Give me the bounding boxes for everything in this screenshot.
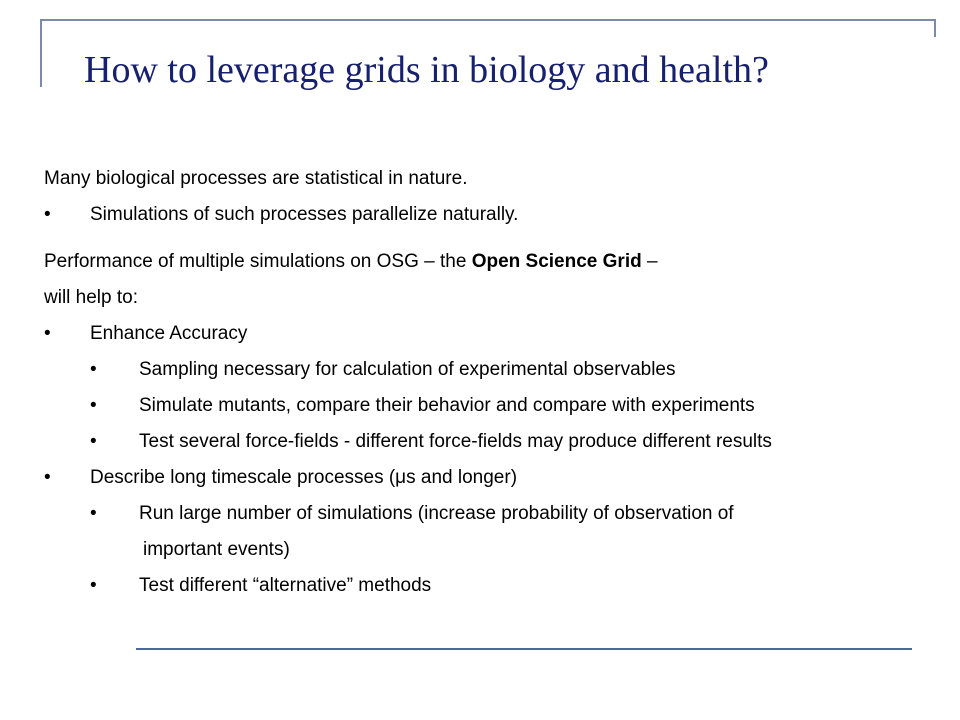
bullet-line xyxy=(44,197,944,233)
slide-title: How to leverage grids in biology and health? xyxy=(84,49,769,91)
sub-bullet-text: Simulate mutants, compare their behavior and compare with experiments xyxy=(139,395,755,416)
bullet-glyph: • xyxy=(44,467,51,488)
sub-bullet-line xyxy=(44,496,944,532)
bullet-text: Simulations of such processes parallelize naturally. xyxy=(90,204,519,225)
sub-bullet-continuation xyxy=(44,532,944,568)
bullet-glyph: • xyxy=(90,395,97,416)
bullet-glyph: • xyxy=(44,323,51,344)
body-line xyxy=(44,280,944,316)
sub-bullet-text: Sampling necessary for calculation of experimental observables xyxy=(139,359,676,380)
osg-text-post: – xyxy=(641,251,658,272)
body-line xyxy=(44,161,944,197)
sub-bullet-line xyxy=(44,388,944,424)
bullet-line xyxy=(44,316,944,352)
bullet-glyph: • xyxy=(44,204,51,225)
bullet-glyph: • xyxy=(90,575,97,596)
bullet-glyph: • xyxy=(90,359,97,380)
bottom-rule xyxy=(136,648,912,650)
sub-bullet-text: important events) xyxy=(143,539,290,560)
will-help-text: will help to: xyxy=(44,287,138,308)
frame-right-rule xyxy=(934,19,936,37)
sub-bullet-line xyxy=(44,424,944,460)
osg-text-pre: Performance of multiple simulations on OSG – the xyxy=(44,251,472,272)
sub-bullet-text: Test several force-fields - different force-fields may produce different results xyxy=(139,431,772,452)
osg-text-bold: Open Science Grid xyxy=(471,251,642,272)
sub-bullet-line xyxy=(44,568,944,604)
sub-bullet-text: Test different “alternative” methods xyxy=(139,575,432,596)
frame-left-rule xyxy=(40,19,42,87)
slide-body xyxy=(44,161,944,604)
intro-text: Many biological processes are statistical in nature. xyxy=(44,168,468,189)
bullet-line xyxy=(44,460,944,496)
bullet-text: Describe long timescale processes (μs and longer) xyxy=(90,467,518,488)
frame-top-rule xyxy=(40,19,936,21)
body-line xyxy=(44,244,944,280)
bullet-glyph: • xyxy=(90,503,97,524)
sub-bullet-line xyxy=(44,352,944,388)
bullet-glyph: • xyxy=(90,431,97,452)
bullet-text: Enhance Accuracy xyxy=(90,323,248,344)
sub-bullet-text: Run large number of simulations (increase probability of observation of xyxy=(139,503,734,524)
